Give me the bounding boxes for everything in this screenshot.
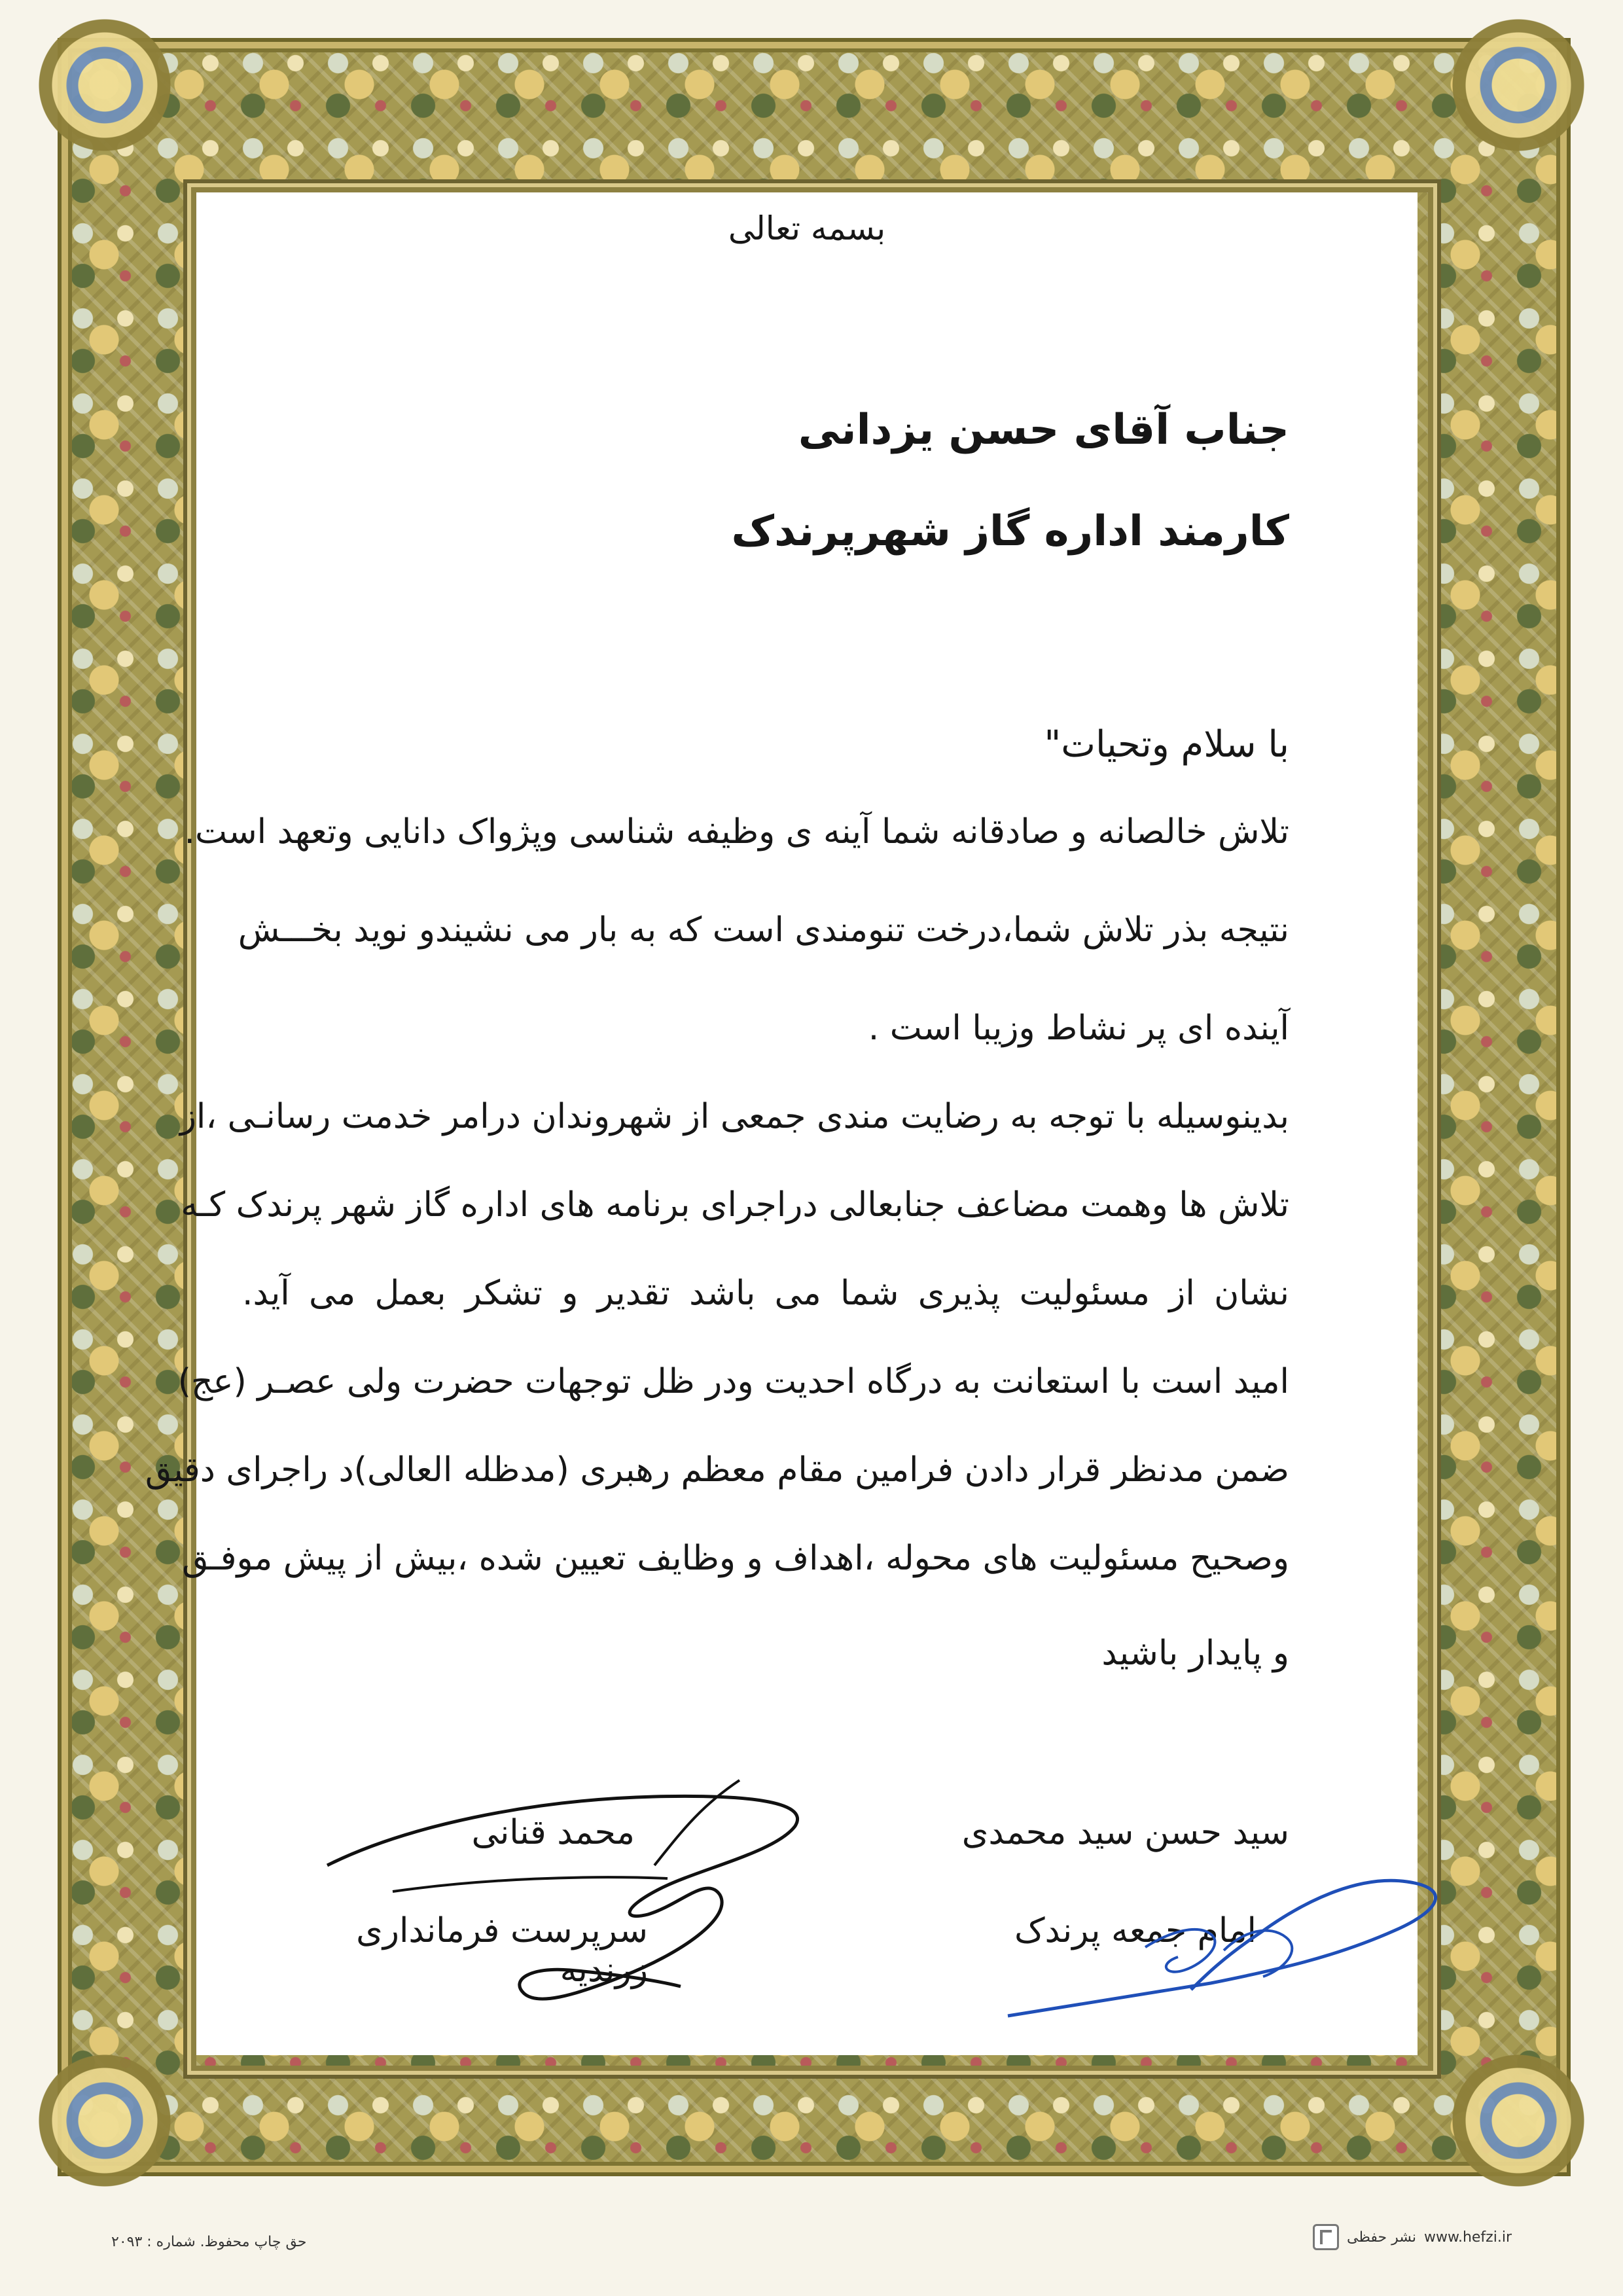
- body-line: آینده ای پر نشاط وزیبا است .: [868, 1009, 1289, 1048]
- footer-url: www.hefzi.ir: [1424, 2229, 1512, 2246]
- body-line: نشان از مسئولیت پذیری شما می باشد تقدیر و تشکر بعمل می آید.: [242, 1274, 1289, 1313]
- body-line: ضمن مدنظر قرار دادن فرامین مقام معظم رهبری (مدظله العالی)د راجرای دقیق: [145, 1450, 1289, 1490]
- footer-label: نشر حفظی: [1347, 2229, 1416, 2246]
- signatory-left-title: سرپرست فرمانداری زرندیه: [356, 1911, 648, 1990]
- footer-publisher: [1313, 2224, 1512, 2250]
- greeting: با سلام وتحیات": [1044, 723, 1289, 766]
- signatory-right-name: سید حسن سید محمدی: [961, 1813, 1289, 1852]
- frame-corner-ornament: [1440, 2042, 1597, 2199]
- frame-corner-ornament: [26, 2042, 183, 2199]
- body-line: بدینوسیله با توجه به رضایت مندی جمعی از شهروندان درامر خدمت رسانـی ،از: [179, 1097, 1289, 1136]
- recipient-position: کارمند اداره گاز شهرپرندک: [731, 507, 1289, 556]
- body-line: نتیجه بذر تلاش شما،درخت تنومندی است که به بار می نشیندو نوید بخـــش: [238, 910, 1289, 950]
- signatory-right-title: امام جمعه پرندک: [1014, 1911, 1257, 1950]
- body-line: وصحیح مسئولیت های محوله ،اهداف و وظایف تعیین شده ،بیش از پیش موفـق: [182, 1539, 1289, 1578]
- signatory-left-name: محمد قنانی: [471, 1813, 635, 1852]
- body-line: تلاش خالصانه و صادقانه شما آینه ی وظیفه شناسی وپژواک دانایی وتعهد است.: [184, 812, 1289, 852]
- body-line: و پایدار باشید: [1101, 1634, 1289, 1673]
- frame-corner-ornament: [1440, 7, 1597, 164]
- publisher-logo-icon: [1313, 2224, 1339, 2250]
- body-line: امید است با استعانت به درگاه احدیت ودر ظل توجهات حضرت ولی عصـر (عج): [177, 1362, 1289, 1401]
- signature-left-icon: [314, 1754, 903, 2042]
- basmala: بسمه تعالی: [728, 209, 886, 247]
- recipient-name: جناب آقای حسن یزدانی: [798, 406, 1289, 454]
- body-line: تلاش ها وهمت مضاعف جنابعالی دراجرای برنامه های اداره گاز شهر پرندک کـه: [181, 1185, 1289, 1225]
- signature-right-icon: [995, 1852, 1466, 2062]
- frame-corner-ornament: [26, 7, 183, 164]
- footer-copyright: حق چاپ محفوظ. شماره : ۲۰۹۳: [111, 2234, 307, 2250]
